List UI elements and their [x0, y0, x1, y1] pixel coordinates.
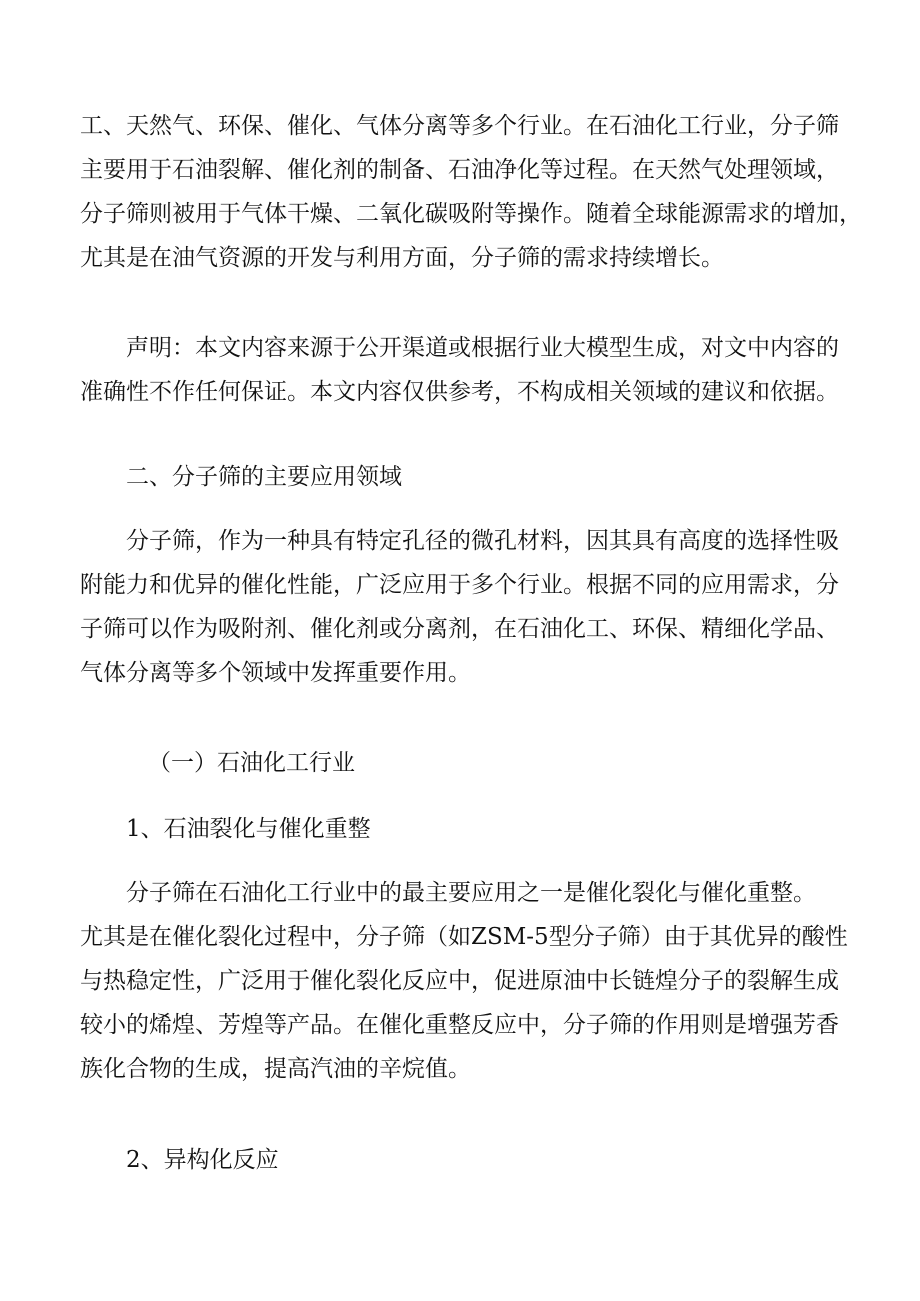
disclaimer-paragraph — [80, 326, 850, 414]
item-heading-1 — [80, 807, 850, 851]
text-line: 尤其是在催化裂化过程中，分子筛（如ZSM-5型分子筛）由于其优异的酸性 — [80, 924, 848, 950]
text-line: 族化合物的生成，提高汽油的辛烷值。 — [80, 1056, 471, 1082]
subsection-heading — [80, 741, 850, 785]
heading-text: 1、石油裂化与催化重整 — [126, 816, 371, 842]
heading-text: 2、异构化反应 — [126, 1147, 279, 1173]
text-line: 较小的烯煌、芳煌等产品。在催化重整反应中，分子筛的作用则是增强芳香 — [80, 1012, 839, 1038]
text-line: 分子筛在石油化工行业中的最主要应用之一是催化裂化与催化重整。 — [126, 880, 816, 906]
section-heading — [80, 455, 850, 499]
text-line: 子筛可以作为吸附剂、催化剂或分离剂，在石油化工、环保、精细化学品、 — [80, 616, 839, 642]
text-line: 分子筛则被用于气体干燥、二氧化碳吸附等操作。随着全球能源需求的增加， — [80, 201, 862, 227]
text-line: 分子筛，作为一种具有特定孔径的微孔材料，因其具有高度的选择性吸 — [126, 528, 839, 554]
heading-text: 二、分子筛的主要应用领域 — [126, 464, 402, 490]
text-line: 工、天然气、环保、催化、气体分离等多个行业。在石油化工行业，分子筛 — [80, 113, 839, 139]
item-heading-2 — [80, 1138, 850, 1182]
text-line: 附能力和优异的催化性能，广泛应用于多个行业。根据不同的应用需求，分 — [80, 572, 839, 598]
paragraph-catalytic-cracking — [80, 871, 850, 1091]
text-line: 准确性不作任何保证。本文内容仅供参考，不构成相关领域的建议和依据。 — [80, 379, 839, 405]
text-line: 声明：本文内容来源于公开渠道或根据行业大模型生成，对文中内容的 — [126, 335, 839, 361]
paragraph-energy-demand — [80, 104, 862, 280]
text-line: 尤其是在油气资源的开发与利用方面，分子筛的需求持续增长。 — [80, 245, 724, 271]
text-line: 主要用于石油裂解、催化剂的制备、石油净化等过程。在天然气处理领域， — [80, 157, 839, 183]
paragraph-applications-intro — [80, 519, 850, 695]
text-line: 与热稳定性，广泛用于催化裂化反应中，促进原油中长链煌分子的裂解生成 — [80, 968, 839, 994]
heading-text: （一）石油化工行业 — [148, 750, 355, 776]
text-line: 气体分离等多个领域中发挥重要作用。 — [80, 660, 471, 686]
